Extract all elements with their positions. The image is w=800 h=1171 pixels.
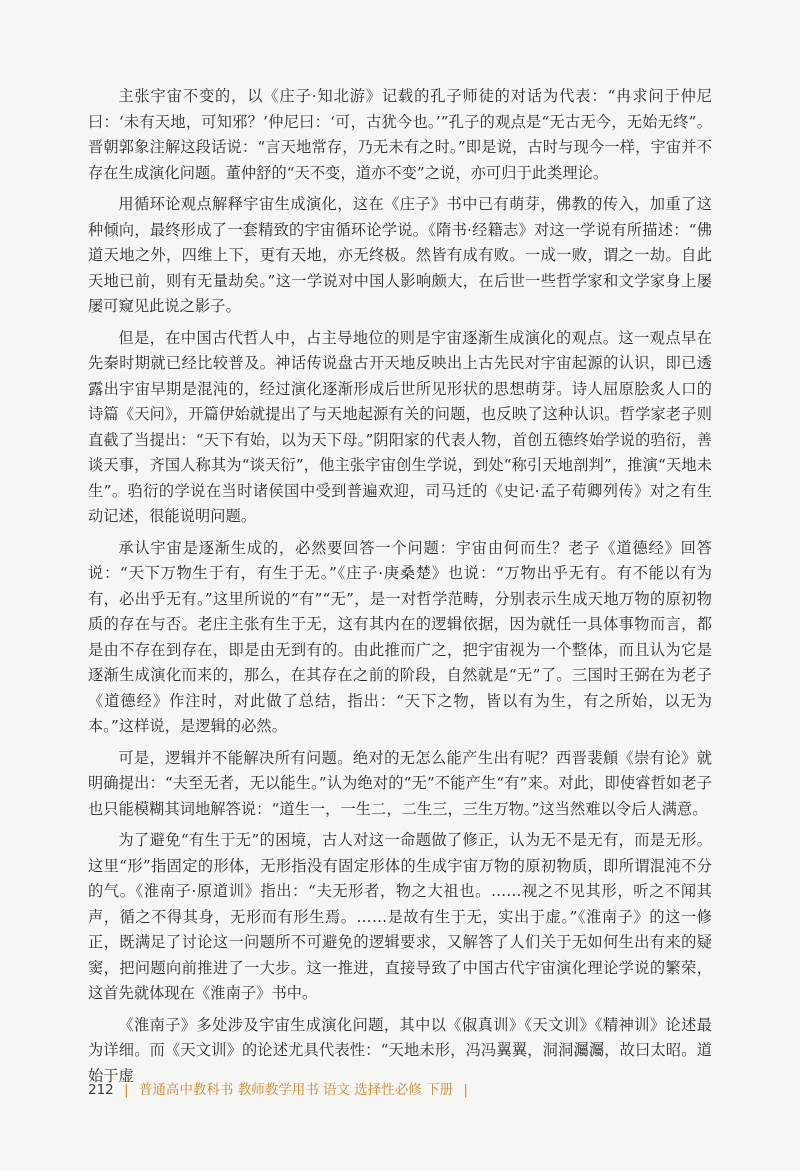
paragraph-3: 但是，在中国古代哲人中，占主导地位的则是宇宙逐渐生成演化的观点。这一观点早在先秦时期就已经比较普及。神话传说盘古开天地反映出上古先民对宇宙起源的认识，即已透露出宇宙早期是混沌的，经过演化逐渐形成后世所见形状的思想萌芽。诗人屈原脍炙人口的诗篇《天问》，开篇伊始就提出了与天地起源有关的问题，也反映了这种认识。哲学家老子则直截了当提出：“天下有始，以为天下母。”阴阳家的代表人物，首创五德终始学说的驺衍，善谈天事，齐国人称其为“谈天衍”，他主张宇宙创生学说，到处“称引天地剖判”，推演“天地未生”。驺衍的学说在当时诸侯国中受到普遍欢迎，司马迁的《史记·孟子荀卿列传》对之有生动记述，很能说明问题。 — [88, 328, 712, 525]
paragraph-5: 可是，逻辑并不能解决所有问题。绝对的无怎么能产生出有呢？西晋裴頠《崇有论》就明确提出：“夫至无者，无以能生。”认为绝对的“无”不能产生“有”来。对此，即使睿哲如老子也只能模糊其词地解答说：“道生一，一生二，二生三，三生万物。”这当然难以令后人满意。 — [88, 748, 712, 818]
paragraph-2: 用循环论观点解释宇宙生成演化，这在《庄子》书中已有萌芽，佛教的传入，加重了这种倾向，最终形成了一套精致的宇宙循环论学说。《隋书·经籍志》对这一学说有所描述：“佛道天地之外，四维上下，更有天地，亦无终极。然皆有成有败。一成一败，谓之一劫。自此天地已前，则有无量劫矣。”这一学说对中国人影响颇大，在后世一些哲学家和文学家身上屡屡可窥见此说之影子。 — [88, 195, 712, 315]
page-footer — [88, 1081, 712, 1099]
paragraph-1: 主张宇宙不变的，以《庄子·知北游》记载的孔子师徒的对话为代表：“冉求问于仲尼曰：‘未有天地，可知邪？’仲尼曰：‘可，古犹今也。’”孔子的观点是“无古无今，无始无终”。晋朝郭象注解这段话说：“言天地常存，乃无未有之时。”即是说，古时与现今一样，宇宙并不存在生成演化问题。董仲舒的“天不变，道亦不变”之说，亦可归于此类理论。 — [88, 87, 712, 182]
book-title: 普通高中教科书 教师教学用书 语文 选择性必修 下册 — [138, 1082, 454, 1098]
paragraph-6: 为了避免“有生于无”的困境，古人对这一命题做了修正，认为无不是无有，而是无形。这里“形”指固定的形体，无形指没有固定形体的生成宇宙万物的原初物质，即所谓混沌不分的气。《淮南子·原道训》指出：“夫无形者，物之大祖也。……视之不见其形，听之不闻其声，循之不得其身，无形而有形生焉。……是故有生于无，实出于虚。”《淮南子》的这一修正，既满足了讨论这一问题所不可避免的逻辑要求，又解答了人们关于无如何生出有来的疑窦，把问题向前推进了一大步。这一推进，直接导致了中国古代宇宙演化理论学说的繁荣，这首先就体现在《淮南子》书中。 — [88, 831, 712, 1002]
page-body — [88, 84, 712, 1095]
footer-separator-right: | — [463, 1082, 468, 1098]
page-number: 212 — [88, 1082, 114, 1098]
paragraph-7: 《淮南子》多处涉及宇宙生成演化问题，其中以《俶真训》《天文训》《精神训》论述最为详细。而《天文训》的论述尤具代表性：“天地未形，冯冯翼翼，洞洞灟灟，故曰太昭。道始于虚 — [88, 1015, 712, 1085]
paragraph-4: 承认宇宙是逐渐生成的，必然要回答一个问题：宇宙由何而生？老子《道德经》回答说：“天下万物生于有，有生于无。”《庄子·庚桑楚》也说：“万物出乎无有。有不能以有为有，必出乎无有。”这里所说的“有”“无”，是一对哲学范畴，分别表示生成天地万物的原初物质的存在与否。老庄主张有生于无，这有其内在的逻辑依据，因为就任一具体事物而言，都是由不存在到存在，即是由无到有的。由此推而广之，把宇宙视为一个整体，而且认为它是逐渐生成演化而来的，那么，在其存在之前的阶段，自然就是“无”了。三国时王弼在为老子《道德经》作注时，对此做了总结，指出：“天下之物，皆以有为生，有之所始，以无为本。”这样说，是逻辑的必然。 — [88, 538, 712, 735]
footer-separator-left: | — [124, 1082, 129, 1098]
